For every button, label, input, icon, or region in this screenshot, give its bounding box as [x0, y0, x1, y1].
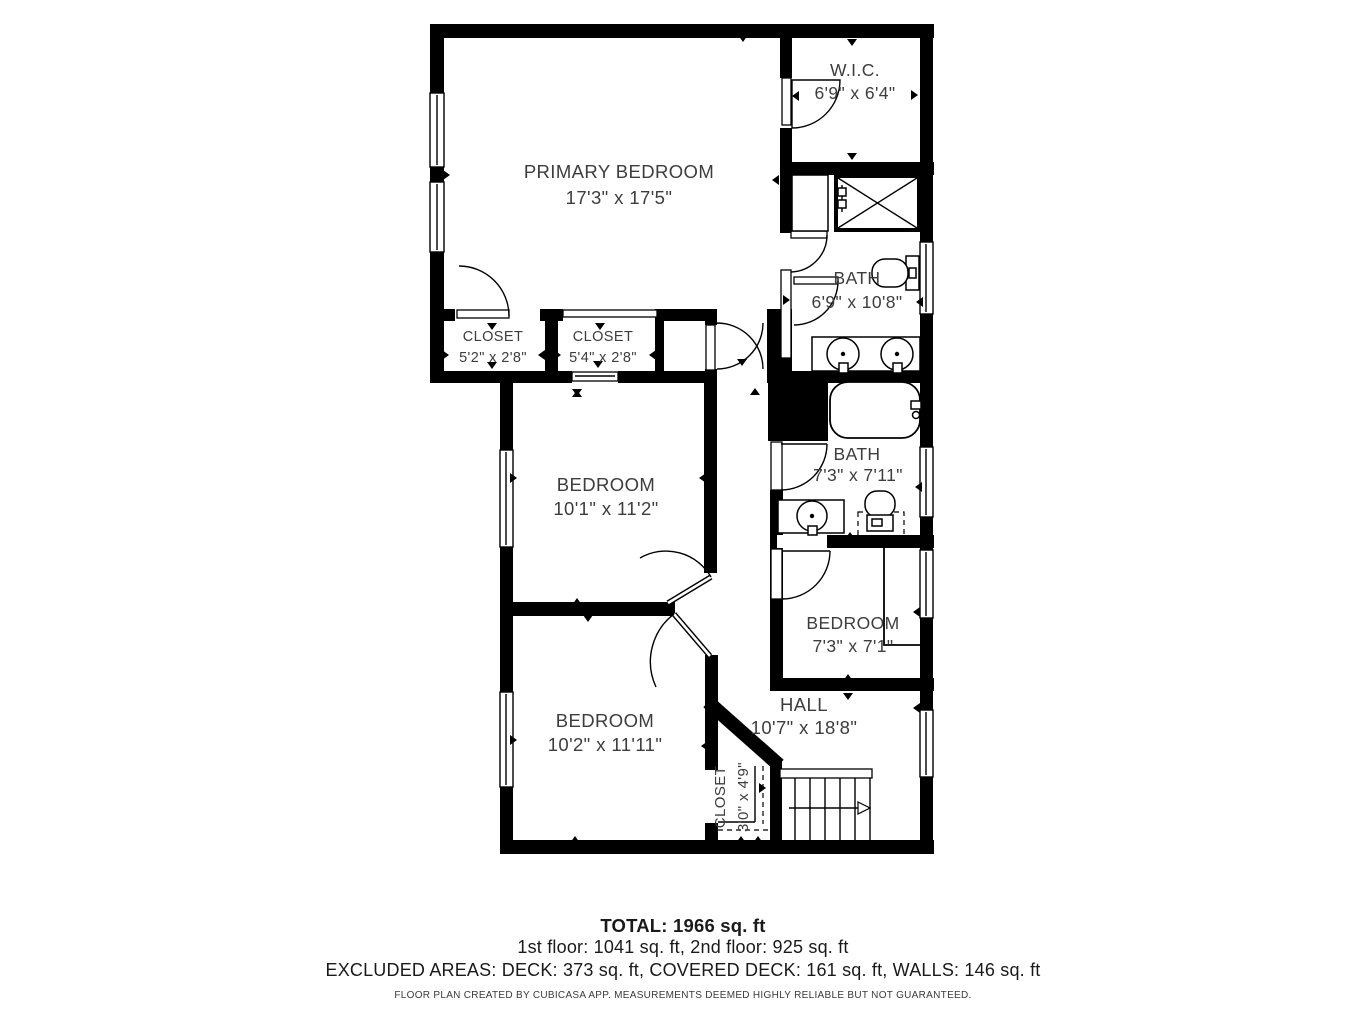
measure-arrow-icon — [443, 170, 450, 180]
measure-arrow-icon — [699, 473, 706, 483]
window-icon — [500, 450, 513, 547]
shower-icon — [836, 176, 919, 230]
measure-arrow-icon — [847, 39, 857, 46]
window-icon — [920, 447, 933, 517]
cabinet-icon — [792, 175, 828, 231]
room-dims-closet-1: 5'2" x 2'8" — [459, 350, 527, 366]
room-label-bath-1: BATH — [833, 268, 881, 288]
measure-arrow-icon — [753, 836, 763, 843]
room-label-hall-closet: CLOSET — [712, 765, 729, 829]
double-sink-icon — [812, 337, 920, 373]
disclaimer-text: FLOOR PLAN CREATED BY CUBICASA APP. MEASUREMENTS DEEMED HIGHLY RELIABLE BUT NOT GUARANTEED. — [394, 990, 972, 1001]
room-dims-bath-1: 6'9" x 10'8" — [811, 292, 903, 312]
measure-arrow-icon — [538, 350, 545, 360]
door-icon — [457, 266, 509, 318]
room-label-wic: W.I.C. — [829, 60, 881, 80]
measure-arrow-icon — [913, 607, 920, 617]
sliding-door-icon — [781, 270, 791, 358]
measure-arrow-icon — [843, 693, 853, 700]
toilet-icon — [858, 491, 904, 536]
window-icon — [920, 710, 933, 777]
floor-areas-text: 1st floor: 1041 sq. ft, 2nd floor: 925 sq. ft — [517, 937, 849, 957]
room-label-bedroom-small: BEDROOM — [806, 613, 900, 633]
room-dims-wic: 6'9" x 6'4" — [814, 83, 896, 103]
measure-arrow-icon — [442, 350, 449, 360]
measure-arrow-icon — [736, 836, 746, 843]
room-dims-hall-closet: 3'0" x 4'9" — [735, 762, 752, 832]
sink-icon — [778, 500, 844, 535]
window-icon — [430, 182, 444, 252]
measure-arrow-icon — [913, 703, 920, 713]
room-dims-hall: 10'7" x 18'8" — [750, 717, 858, 738]
measure-arrow-icon — [737, 359, 747, 366]
measure-arrow-icon — [847, 153, 857, 160]
room-label-hall: HALL — [780, 694, 828, 715]
room-label-bedroom-mid: BEDROOM — [556, 474, 656, 495]
stairs-direction-arrow — [858, 802, 870, 814]
door-icon — [771, 549, 830, 599]
door-icon — [640, 551, 711, 603]
door-icon — [706, 323, 763, 370]
window-icon — [920, 550, 933, 618]
room-dims-bedroom-small: 7'3" x 7'1" — [812, 636, 894, 656]
bathtub-icon — [830, 382, 921, 438]
door-icon — [650, 614, 710, 687]
room-dims-bedroom-bottom: 10'2" x 11'11" — [547, 734, 663, 755]
measure-arrow-icon — [911, 90, 918, 100]
room-label-primary-bedroom: PRIMARY BEDROOM — [523, 161, 715, 182]
measure-arrow-icon — [843, 674, 853, 681]
excluded-areas-text: EXCLUDED AREAS: DECK: 373 sq. ft, COVERED DECK: 161 sq. ft, WALLS: 146 sq. ft — [325, 960, 1041, 980]
measure-arrow-icon — [772, 175, 779, 185]
measure-arrow-icon — [738, 35, 748, 42]
measure-arrow-icon — [701, 741, 708, 751]
room-dims-bedroom-mid: 10'1" x 11'2" — [553, 498, 659, 519]
measure-arrow-icon — [570, 836, 580, 843]
door-leaf — [563, 310, 657, 317]
total-area-text: TOTAL: 1966 sq. ft — [600, 915, 766, 936]
stairs-icon — [780, 769, 872, 840]
room-dims-bath-2: 7'3" x 7'11" — [813, 465, 903, 485]
pass-through — [572, 372, 618, 381]
room-label-closet-1: CLOSET — [462, 329, 524, 345]
measure-arrow-icon — [750, 388, 760, 395]
footer — [325, 915, 1040, 1001]
measure-arrow-icon — [915, 482, 922, 492]
measure-arrow-icon — [649, 350, 656, 360]
measure-arrow-icon — [583, 615, 593, 622]
window-icon — [430, 93, 444, 167]
room-label-bedroom-bottom: BEDROOM — [555, 710, 655, 731]
door-icon — [790, 231, 827, 272]
room-dims-closet-2: 5'4" x 2'8" — [569, 350, 637, 366]
room-label-closet-2: CLOSET — [572, 329, 634, 345]
measure-arrow-icon — [572, 598, 582, 605]
room-label-bath-2: BATH — [833, 444, 881, 464]
room-dims-primary-bedroom: 17'3" x 17'5" — [565, 187, 673, 208]
